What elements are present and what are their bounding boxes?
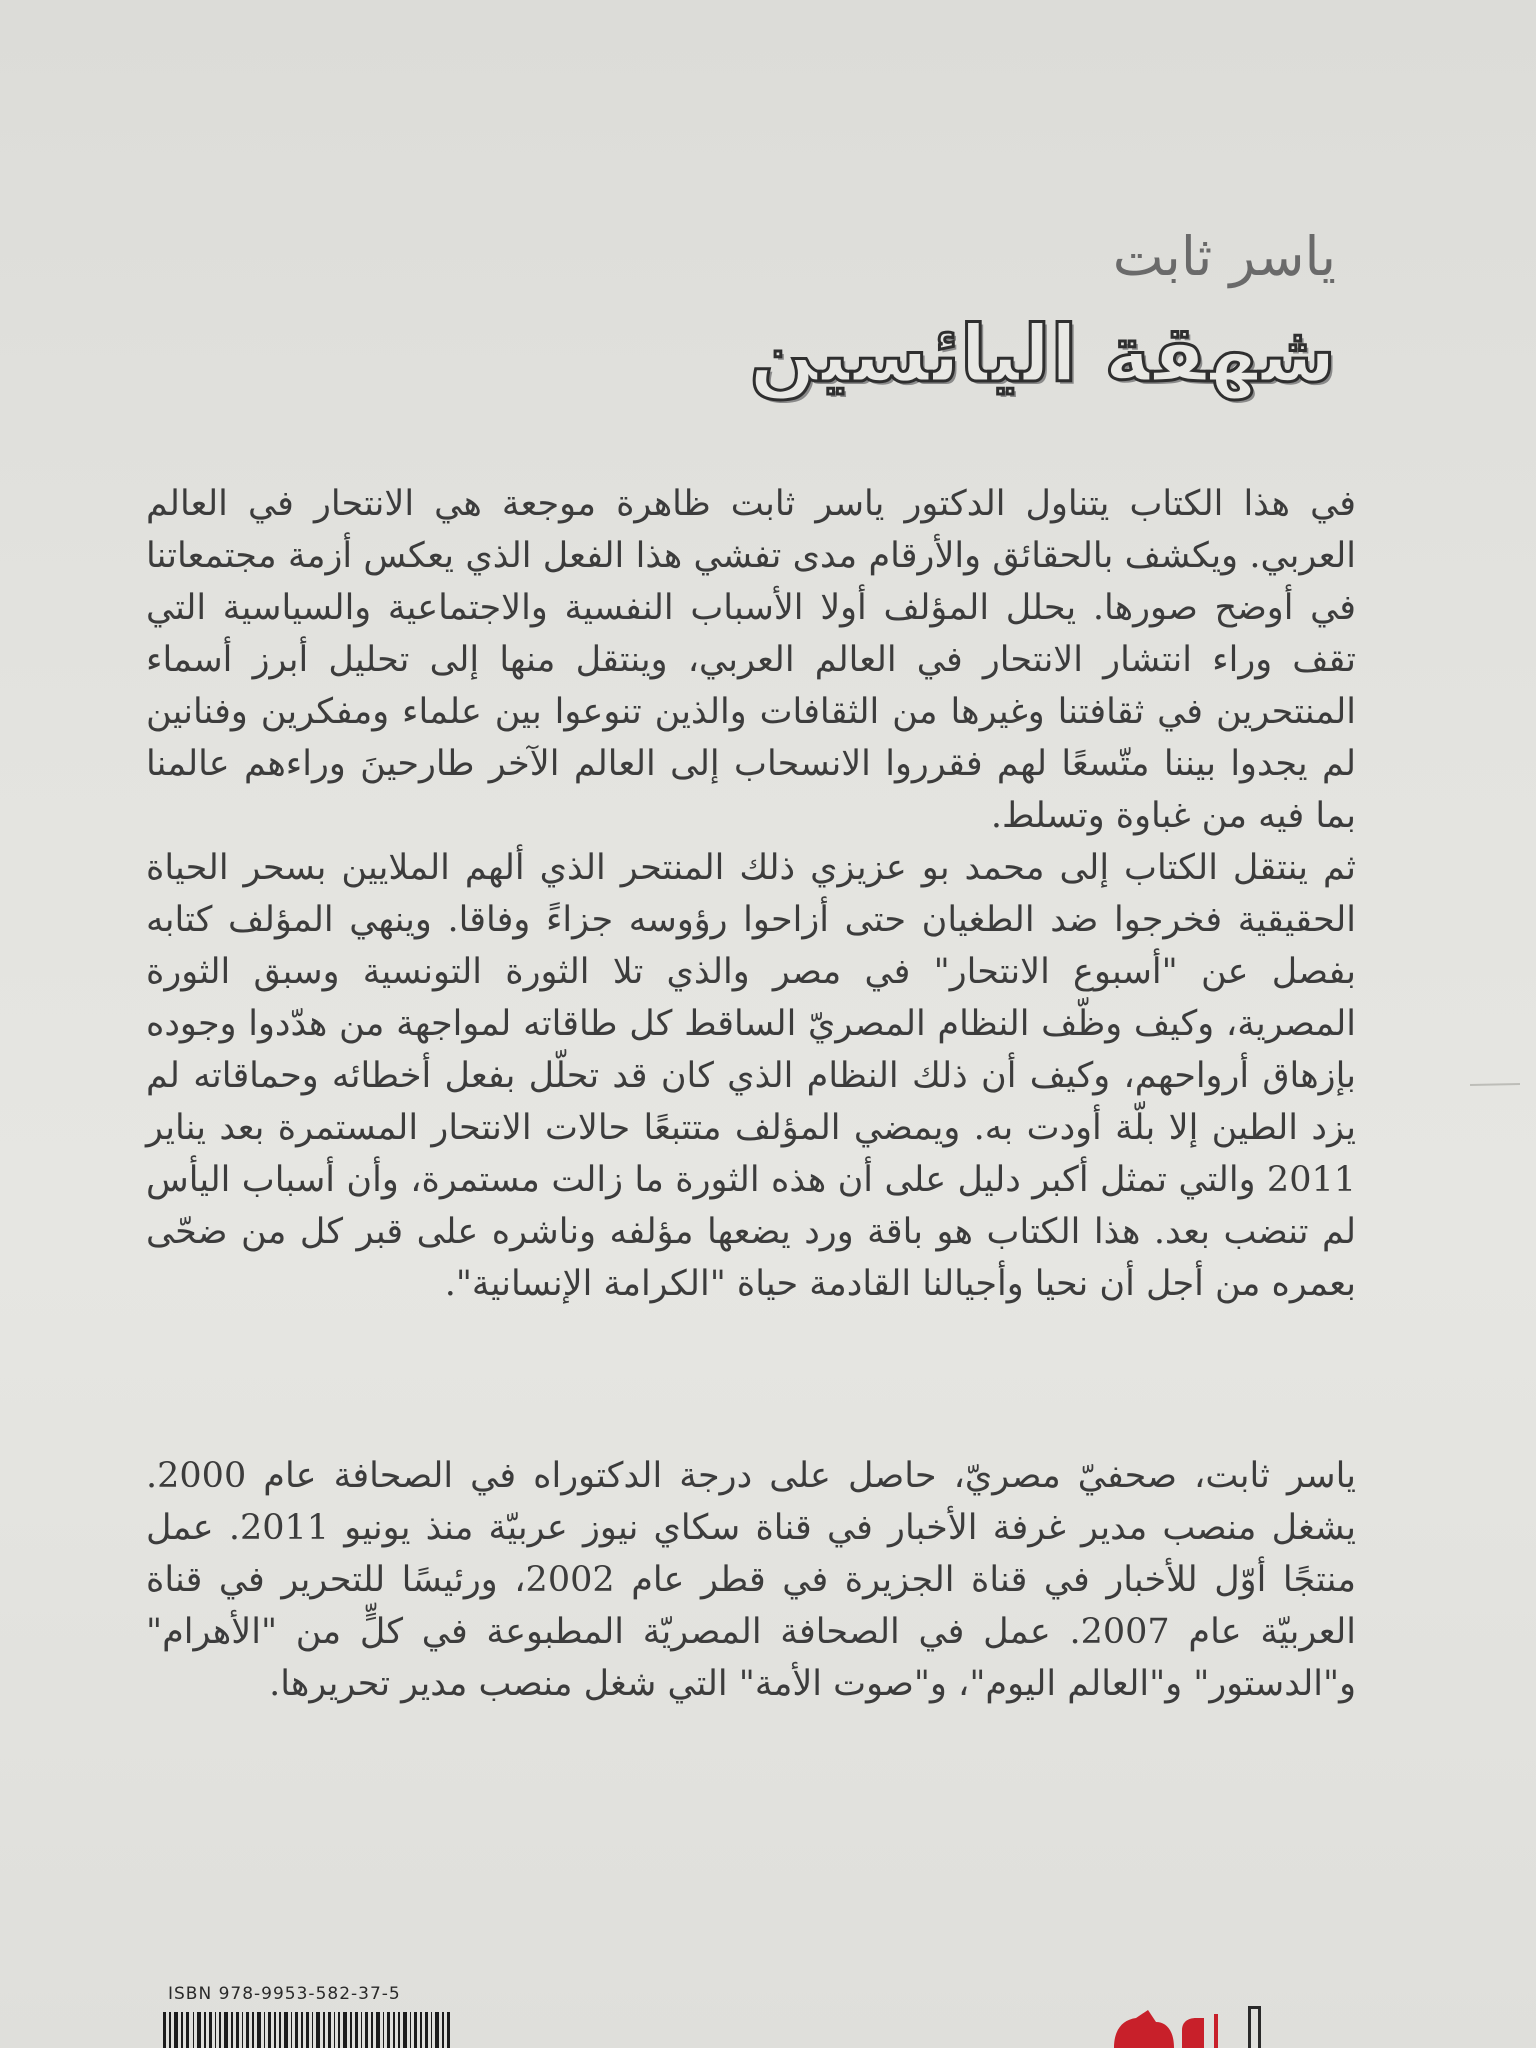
blurb-paragraph-1: في هذا الكتاب يتناول الدكتور ياسر ثابت ظاهرة موجعة هي الانتحار في العالم العربي. ويكشف بالحقائق والأرقام مدى تفشي هذا الفعل الذي يعكس أزمة مجتمعاتنا في أوضح صورها. يحلل المؤلف أولا الأسباب النفسية والاجتماعية والسياسية التي تقف وراء انتشار الانتحار في العالم العربي، وينتقل منها إلى تحليل أبرز أسماء المنتحرين في ثقافتنا وغيرها من الثقافات والذين تنوعوا بين علماء ومفكرين وفنانين لم يجدوا بيننا متّسعًا لهم فقرروا الانسحاب إلى العالم الآخر طارحينَ وراءهم عالمنا بما فيه من غباوة وتسلط. bbox=[146, 484, 1356, 836]
author-bio: ياسر ثابت، صحفيّ مصريّ، حاصل على درجة الدكتوراه في الصحافة عام 2000. يشغل منصب مدير غرفة الأخبار في قناة سكاي نيوز عربيّة منذ يونيو 2011. عمل منتجًا أوّل للأخبار في قناة الجزيرة في قطر عام 2002، ورئيسًا للتحرير في قناة العربيّة عام 2007. عمل في الصحافة المصريّة المطبوعة في كلٍّ من "الأهرام" و"الدستور" و"العالم اليوم"، و"صوت الأمة" التي شغل منصب مدير تحريرها. bbox=[146, 1456, 1356, 1704]
surface-scratch bbox=[1470, 1082, 1520, 1088]
publisher-logo-icon bbox=[1108, 2000, 1288, 2048]
book-title: شهقة اليائسين bbox=[749, 310, 1336, 400]
author-name: ياسر ثابت bbox=[1112, 225, 1336, 288]
book-blurb bbox=[146, 478, 1356, 1310]
blurb-paragraph-2: ثم ينتقل الكتاب إلى محمد بو عزيزي ذلك المنتحر الذي ألهم الملايين بسحر الحياة الحقيقية فخرجوا ضد الطغيان حتى أزاحوا رؤوسه جزاءً وفاقا. وينهي المؤلف كتابه بفصل عن "أسبوع الانتحار" في مصر والذي تلا الثورة التونسية وسبق الثورة المصرية، وكيف وظّف النظام المصريّ الساقط كل طاقاته لمواجهة من هدّدوا وجوده بإزهاق أرواحهم، وكيف أن ذلك النظام الذي كان قد تحلّل بفعل أخطائه وحماقاته لم يزد الطين إلا بلّة أودت به. ويمضي المؤلف متتبعًا حالات الانتحار المستمرة بعد يناير 2011 والتي تمثل أكبر دليل على أن هذه الثورة ما زالت مستمرة، وأن أسباب اليأس لم تنضب بعد. هذا الكتاب هو باقة ورد يضعها مؤلفه وناشره على قبر كل من ضحّى بعمره من أجل أن نحيا وأجيالنا القادمة حياة "الكرامة الإنسانية". bbox=[146, 848, 1356, 1304]
isbn-number: ISBN 978-9953-582-37-5 bbox=[168, 1984, 401, 2004]
barcode-icon bbox=[163, 2012, 453, 2048]
